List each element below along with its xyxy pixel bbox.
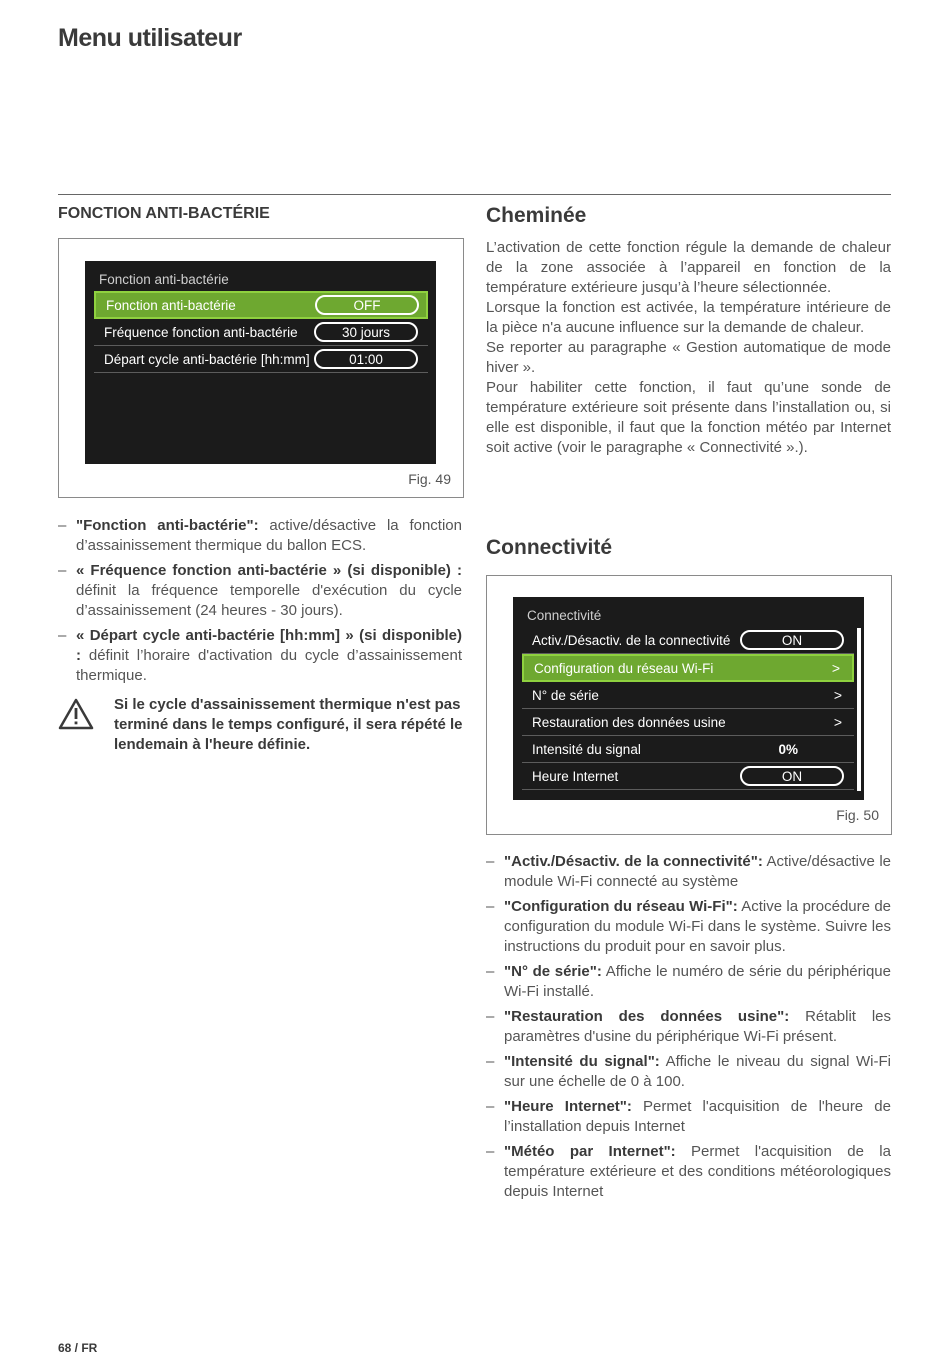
item-term: "Restauration des données usine": [504,1008,790,1025]
item-term: "Fonction anti-bactérie": [76,517,259,534]
dash: – [486,1143,495,1160]
scrollbar[interactable] [857,628,861,791]
item-text: Affiche le niveau du signal Wi-Fi sur une échelle de 0 à 100. [504,1053,892,1090]
menu-row-start-time[interactable] [94,346,428,373]
menu-row-label: Restauration des données usine [532,714,726,730]
menu-row-label: Fonction anti-bactérie [106,297,236,313]
item-term: « Fréquence fonction anti-bactérie » (si disponible) : [76,562,462,579]
chevron-right-icon: > [833,687,842,703]
menu-row-label: Départ cycle anti-bactérie [hh:mm] [104,351,310,367]
menu-row-anti-bacteria[interactable] [94,291,428,319]
chevron-right-icon: > [831,660,840,676]
frequency-value[interactable]: 30 jours [314,322,418,342]
dash: – [486,1053,495,1070]
dash: – [58,562,67,579]
dash: – [486,898,495,915]
figure-caption: Fig. 50 [836,807,879,823]
signal-value: 0% [778,741,798,757]
list-item [58,516,462,556]
item-text: définit la fréquence temporelle d'exécution du cycle d’assainissement (24 heures - 30 jours). [76,582,462,619]
item-term: "Intensité du signal": [504,1053,660,1070]
dash: – [58,517,67,534]
screen-title: Fonction anti-bactérie [99,272,229,287]
item-term: "N° de série": [504,963,602,980]
anti-bacteria-heading: FONCTION ANTI-BACTÉRIE [58,205,270,222]
item-term: "Météo par Internet": [504,1143,676,1160]
list-item [58,626,462,686]
paragraph: L’activation de cette fonction régule la demande de chaleur de la zone associée à l’appareil en fonction de la température extérieure jusqu’à l’heure sélectionnée. [486,239,891,296]
page-title: Menu utilisateur [58,24,242,52]
cheminee-text [486,238,891,458]
menu-row-signal-strength [522,736,854,763]
menu-row-internet-time[interactable] [522,763,854,790]
item-text: définit l’horaire d'activation du cycle d’assainissement thermique. [76,647,462,684]
menu-row-frequency[interactable] [94,319,428,346]
item-text: Active la procédure de configuration du module Wi-Fi dans le système. Suivre les instructions du produit pour en savoir plus. [504,898,892,955]
warning-icon [58,697,98,733]
list-item [486,1097,891,1137]
connectivity-heading: Connectivité [486,536,613,559]
paragraph: Lorsque la fonction est activée, la température intérieure de la pièce n'a aucune influence sur la demande de chaleur. [486,299,891,336]
dash: – [486,963,495,980]
item-text: Permet l'acquisition de la température extérieure et des conditions météorologiques depuis Internet [504,1143,891,1200]
figure-50-frame [486,575,892,835]
item-text: active/désactive la fonction d’assainissement thermique du ballon ECS. [76,517,462,554]
toggle-on[interactable]: ON [740,766,844,786]
item-term: « Départ cycle anti-bactérie [hh:mm] » (si disponible) : [76,627,462,664]
menu-row-factory-reset[interactable] [522,709,854,736]
figure-49-frame [58,238,464,498]
menu-row-label: Heure Internet [532,768,619,784]
list-item [486,1142,891,1202]
section-divider [58,194,891,195]
item-term: "Heure Internet": [504,1098,632,1115]
anti-bacteria-screen [85,261,436,464]
menu-row-wifi-config[interactable] [522,654,854,682]
item-term: "Configuration du réseau Wi-Fi": [504,898,738,915]
list-item [486,897,891,957]
menu-row-label: N° de série [532,687,599,703]
connectivity-list [486,852,891,1207]
item-term: "Activ./Désactiv. de la connectivité": [504,853,763,870]
start-time-value[interactable]: 01:00 [314,349,418,369]
anti-bacteria-list [58,516,462,691]
list-item [58,561,462,621]
dash: – [486,1098,495,1115]
menu-row-serial-number[interactable] [522,682,854,709]
menu-row-connectivity-toggle[interactable] [522,627,854,654]
item-text: Rétablit les paramètres d'usine du périphérique Wi-Fi présent. [504,1008,891,1045]
screen-title: Connectivité [527,608,602,623]
item-text: Permet l'acquisition de l'heure de l’installation depuis Internet [504,1098,891,1135]
paragraph: Se reporter au paragraphe « Gestion automatique de mode hiver ». [486,339,891,376]
menu-list [522,627,854,790]
dash: – [486,1008,495,1025]
item-text: Affiche le numéro de série du périphérique Wi-Fi installé. [504,963,891,1000]
menu-row-label: Intensité du signal [532,741,641,757]
toggle-off[interactable]: OFF [315,295,419,315]
chevron-right-icon: > [833,714,842,730]
item-text: Active/désactive le module Wi-Fi connecté au système [504,853,891,890]
dash: – [486,853,495,870]
paragraph: Pour habiliter cette fonction, il faut qu’une sonde de température extérieure soit présente dans l’installation ou, si elle est disponible, il faut que la fonction météo par Internet soit active (voir le paragraphe « Connectivité ».). [486,379,891,456]
menu-list [94,291,428,373]
list-item [486,962,891,1002]
page-number: 68 / FR [58,1341,98,1355]
menu-row-label: Activ./Désactiv. de la connectivité [532,632,731,648]
cheminee-heading: Cheminée [486,204,587,227]
warning-text: Si le cycle d'assainissement thermique n'est pas terminé dans le temps configuré, il sera répété le lendemain à l'heure définie. [114,696,463,753]
list-item [486,852,891,892]
menu-row-label: Configuration du réseau Wi-Fi [534,660,714,676]
menu-row-label: Fréquence fonction anti-bactérie [104,324,298,340]
toggle-on[interactable]: ON [740,630,844,650]
figure-caption: Fig. 49 [408,471,451,487]
dash: – [58,627,67,644]
list-item [486,1007,891,1047]
connectivity-screen [513,597,864,800]
list-item [486,1052,891,1092]
